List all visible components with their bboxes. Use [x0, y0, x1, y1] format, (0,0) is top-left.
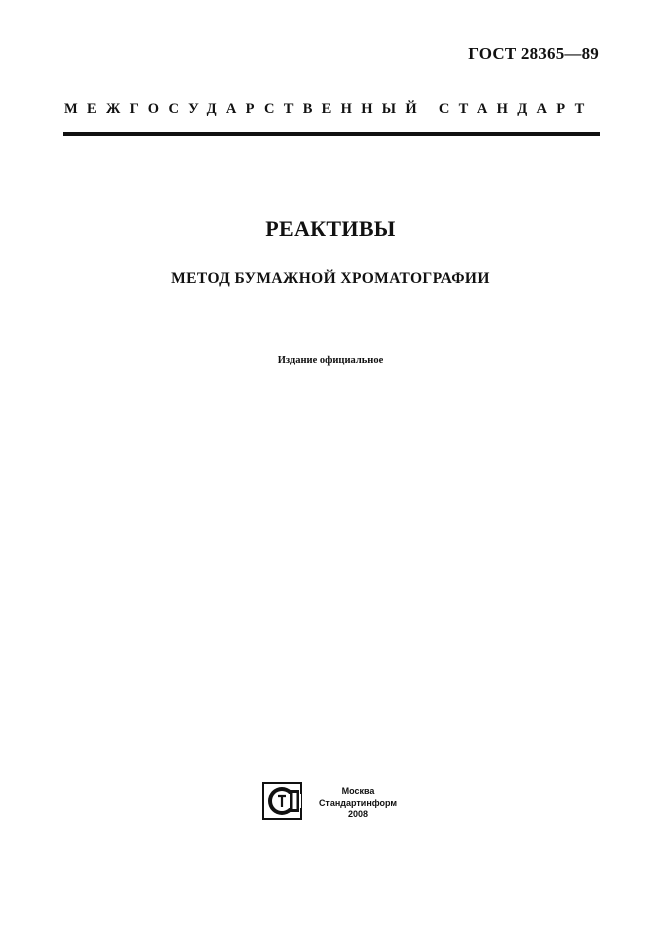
header-rule	[63, 132, 600, 136]
document-number: ГОСТ 28365—89	[468, 44, 599, 63]
imprint-city: Москва	[341, 786, 375, 796]
standard-type-heading: МЕЖГОСУДАРСТВЕННЫЙ СТАНДАРТ	[64, 101, 594, 117]
imprint-year: 2008	[347, 809, 369, 819]
document-title: РЕАКТИВЫ	[265, 216, 396, 241]
imprint-publisher: Стандартинформ	[318, 797, 398, 808]
imprint-block	[300, 786, 416, 821]
document-subtitle: МЕТОД БУМАЖНОЙ ХРОМАТОГРАФИИ	[171, 270, 490, 287]
publisher-logo-icon	[262, 782, 302, 820]
edition-note: Издание официальное	[277, 355, 384, 366]
